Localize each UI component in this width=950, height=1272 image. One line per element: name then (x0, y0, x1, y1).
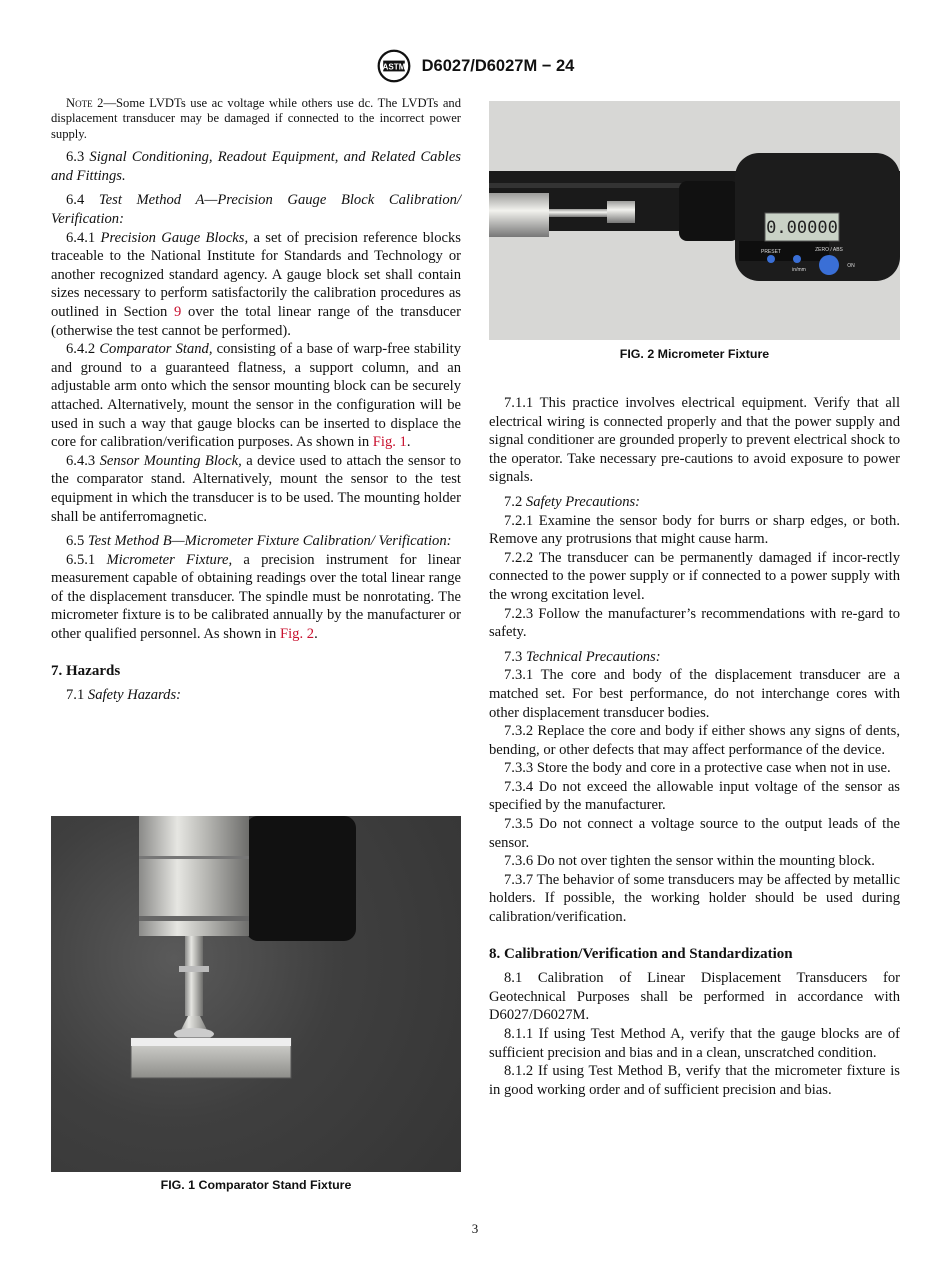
section-7-3-4: 7.3.4 Do not exceed the allowable input voltage of the sensor as specified by the manufacturer. (489, 778, 900, 814)
section-7-1-1: 7.1.1 This practice involves electrical equipment. Verify that all electrical wiring is connected properly and that the power supply and signal conditioner are grounded properly to prevent electrical shock to the operator. Take necessary pre-cautions to avoid exposure to power signals. (489, 395, 900, 486)
section-6-4: 6.4 Test Method A—Precision Gauge Block Calibration/ Verification: (51, 192, 462, 227)
figure-1-caption: FIG. 1 Comparator Stand Fixture (160, 1178, 352, 1192)
figure-2-image (489, 101, 900, 340)
right-column (489, 394, 900, 1099)
section-7-2-1: 7.2.1 Examine the sensor body for burrs or sharp edges, or both. Remove any protrusions that might cause harm. (489, 512, 900, 548)
section-7-2-3: 7.2.3 Follow the manufacturer’s recommendations with re-gard to safety. (489, 605, 900, 641)
svg-text:PRESET: PRESET (760, 249, 782, 255)
heading-hazards: 7. Hazards (51, 662, 121, 679)
svg-text:in/mm: in/mm (792, 267, 806, 273)
section-9-link[interactable]: 9 (174, 303, 182, 320)
section-7-3-6: 7.3.6 Do not over tighten the sensor within the mounting block. (504, 853, 875, 870)
micrometer-illustration (489, 101, 900, 340)
section-6-4-2: 6.4.2 Comparator Stand, consisting of a base of warp-free stability and ground to a guaranteed flatness, a support column, and an adjustable arm onto which the sensor mounting block can be securely attached. Alternatively, mount the sensor in the configuration will be used in such a way that gauge blocks can be inserted to displace the core for calibration/verification purposes. As shown in Fig. 1. (51, 341, 461, 451)
section-6-4-3: 6.4.3 Sensor Mounting Block, a device used to attach the sensor to the comparator stand. Alternatively, mount the sensor to the test equipment in which the transducer is to be used. The mounting holder shall be antiferromagnetic. (51, 452, 462, 525)
section-7-2: 7.2 Safety Precautions: (504, 493, 641, 510)
figure-1-image (51, 816, 461, 1172)
heading-calibration: 8. Calibration/Verification and Standardization (489, 945, 793, 962)
page-header (0, 48, 950, 84)
section-7-3-7: 7.3.7 The behavior of some transducers may be affected by metallic holders. If possible, the working holder should be used during calibration/verification. (489, 871, 900, 926)
section-6-3: 6.3 Signal Conditioning, Readout Equipment, and Related Cables and Fittings. (51, 149, 461, 184)
note-2: Note 2—Some LVDTs use ac voltage while others use dc. The LVDTs and displacement transducer may be damaged if connected to the incorrect power supply. (51, 96, 461, 141)
svg-text:ON: ON (847, 263, 855, 269)
figure-2-caption: FIG. 2 Micrometer Fixture (619, 347, 770, 361)
section-7-2-2: 7.2.2 The transducer can be permanently damaged if incor-rectly connected to the power supply or if connected to a power supply with the wrong excitation level. (489, 549, 900, 603)
section-7-3: 7.3 Technical Precautions: (504, 648, 661, 665)
astm-logo-icon (376, 48, 412, 84)
section-7-1: 7.1 Safety Hazards: (66, 687, 181, 704)
preset-button-icon (767, 255, 775, 263)
in-mm-button-icon (793, 255, 801, 263)
section-8-1-2: 8.1.2 If using Test Method B, verify that the micrometer fixture is in good working order and of sufficient precision and bias. (489, 1063, 900, 1098)
document-id: D6027/D6027M − 24 (421, 56, 575, 75)
zero-abs-button-icon (819, 255, 839, 275)
section-6-5-1: 6.5.1 Micrometer Fixture, a precision instrument for linear measurement capable of obtaining readings over the total linear range of the displacement transducer. The spindle must be nonrotating. The micrometer fixture is to be calibrated annually by the manufacturer or other qualified personnel. As shown in Fig. 2. (51, 551, 462, 643)
section-7-3-3: 7.3.3 Store the body and core in a protective case when not in use. (504, 760, 891, 777)
section-6-5: 6.5 Test Method B—Micrometer Fixture Calibration/ Verification: (66, 533, 452, 550)
fig-1-link[interactable]: Fig. 1 (372, 434, 407, 451)
section-7-3-1: 7.3.1 The core and body of the displacement transducer are a matched set. For best performance, do not interchange cores with other displacement transducer bodies. (489, 667, 900, 721)
section-7-3-2: 7.3.2 Replace the core and body if either shows any signs of dents, bending, or other defects that may affect performance of the device. (489, 723, 900, 758)
left-column (51, 96, 461, 705)
section-7-3-5: 7.3.5 Do not connect a voltage source to the output leads of the sensor. (489, 816, 900, 851)
svg-text:ZERO / ABS: ZERO / ABS (815, 247, 843, 253)
page-number: 3 (471, 1221, 479, 1236)
comparator-stand-illustration (51, 816, 461, 1172)
section-8-1-1: 8.1.1 If using Test Method A, verify that the gauge blocks are of sufficient precision and bias and in a clean, unscratched condition. (489, 1026, 900, 1061)
lcd-readout: 0.00000 (766, 218, 838, 238)
fig-2-link[interactable]: Fig. 2 (280, 626, 315, 643)
svg-text:ASTM: ASTM (382, 62, 406, 72)
section-8-1: 8.1 Calibration of Linear Displacement Transducers for Geotechnical Purposes shall be performed in accordance with D6027/D6027M. (489, 970, 900, 1024)
section-6-4-1: 6.4.1 Precision Gauge Blocks, a set of precision reference blocks traceable to the National Institute for Standards and Technology or another recognized standard agency. A gauge block set shall contain sizes necessary to perform satisfactorily the calibration procedures as outlined in Section 9 over the total linear range of the transducer (otherwise the test cannot be performed). (51, 229, 461, 339)
